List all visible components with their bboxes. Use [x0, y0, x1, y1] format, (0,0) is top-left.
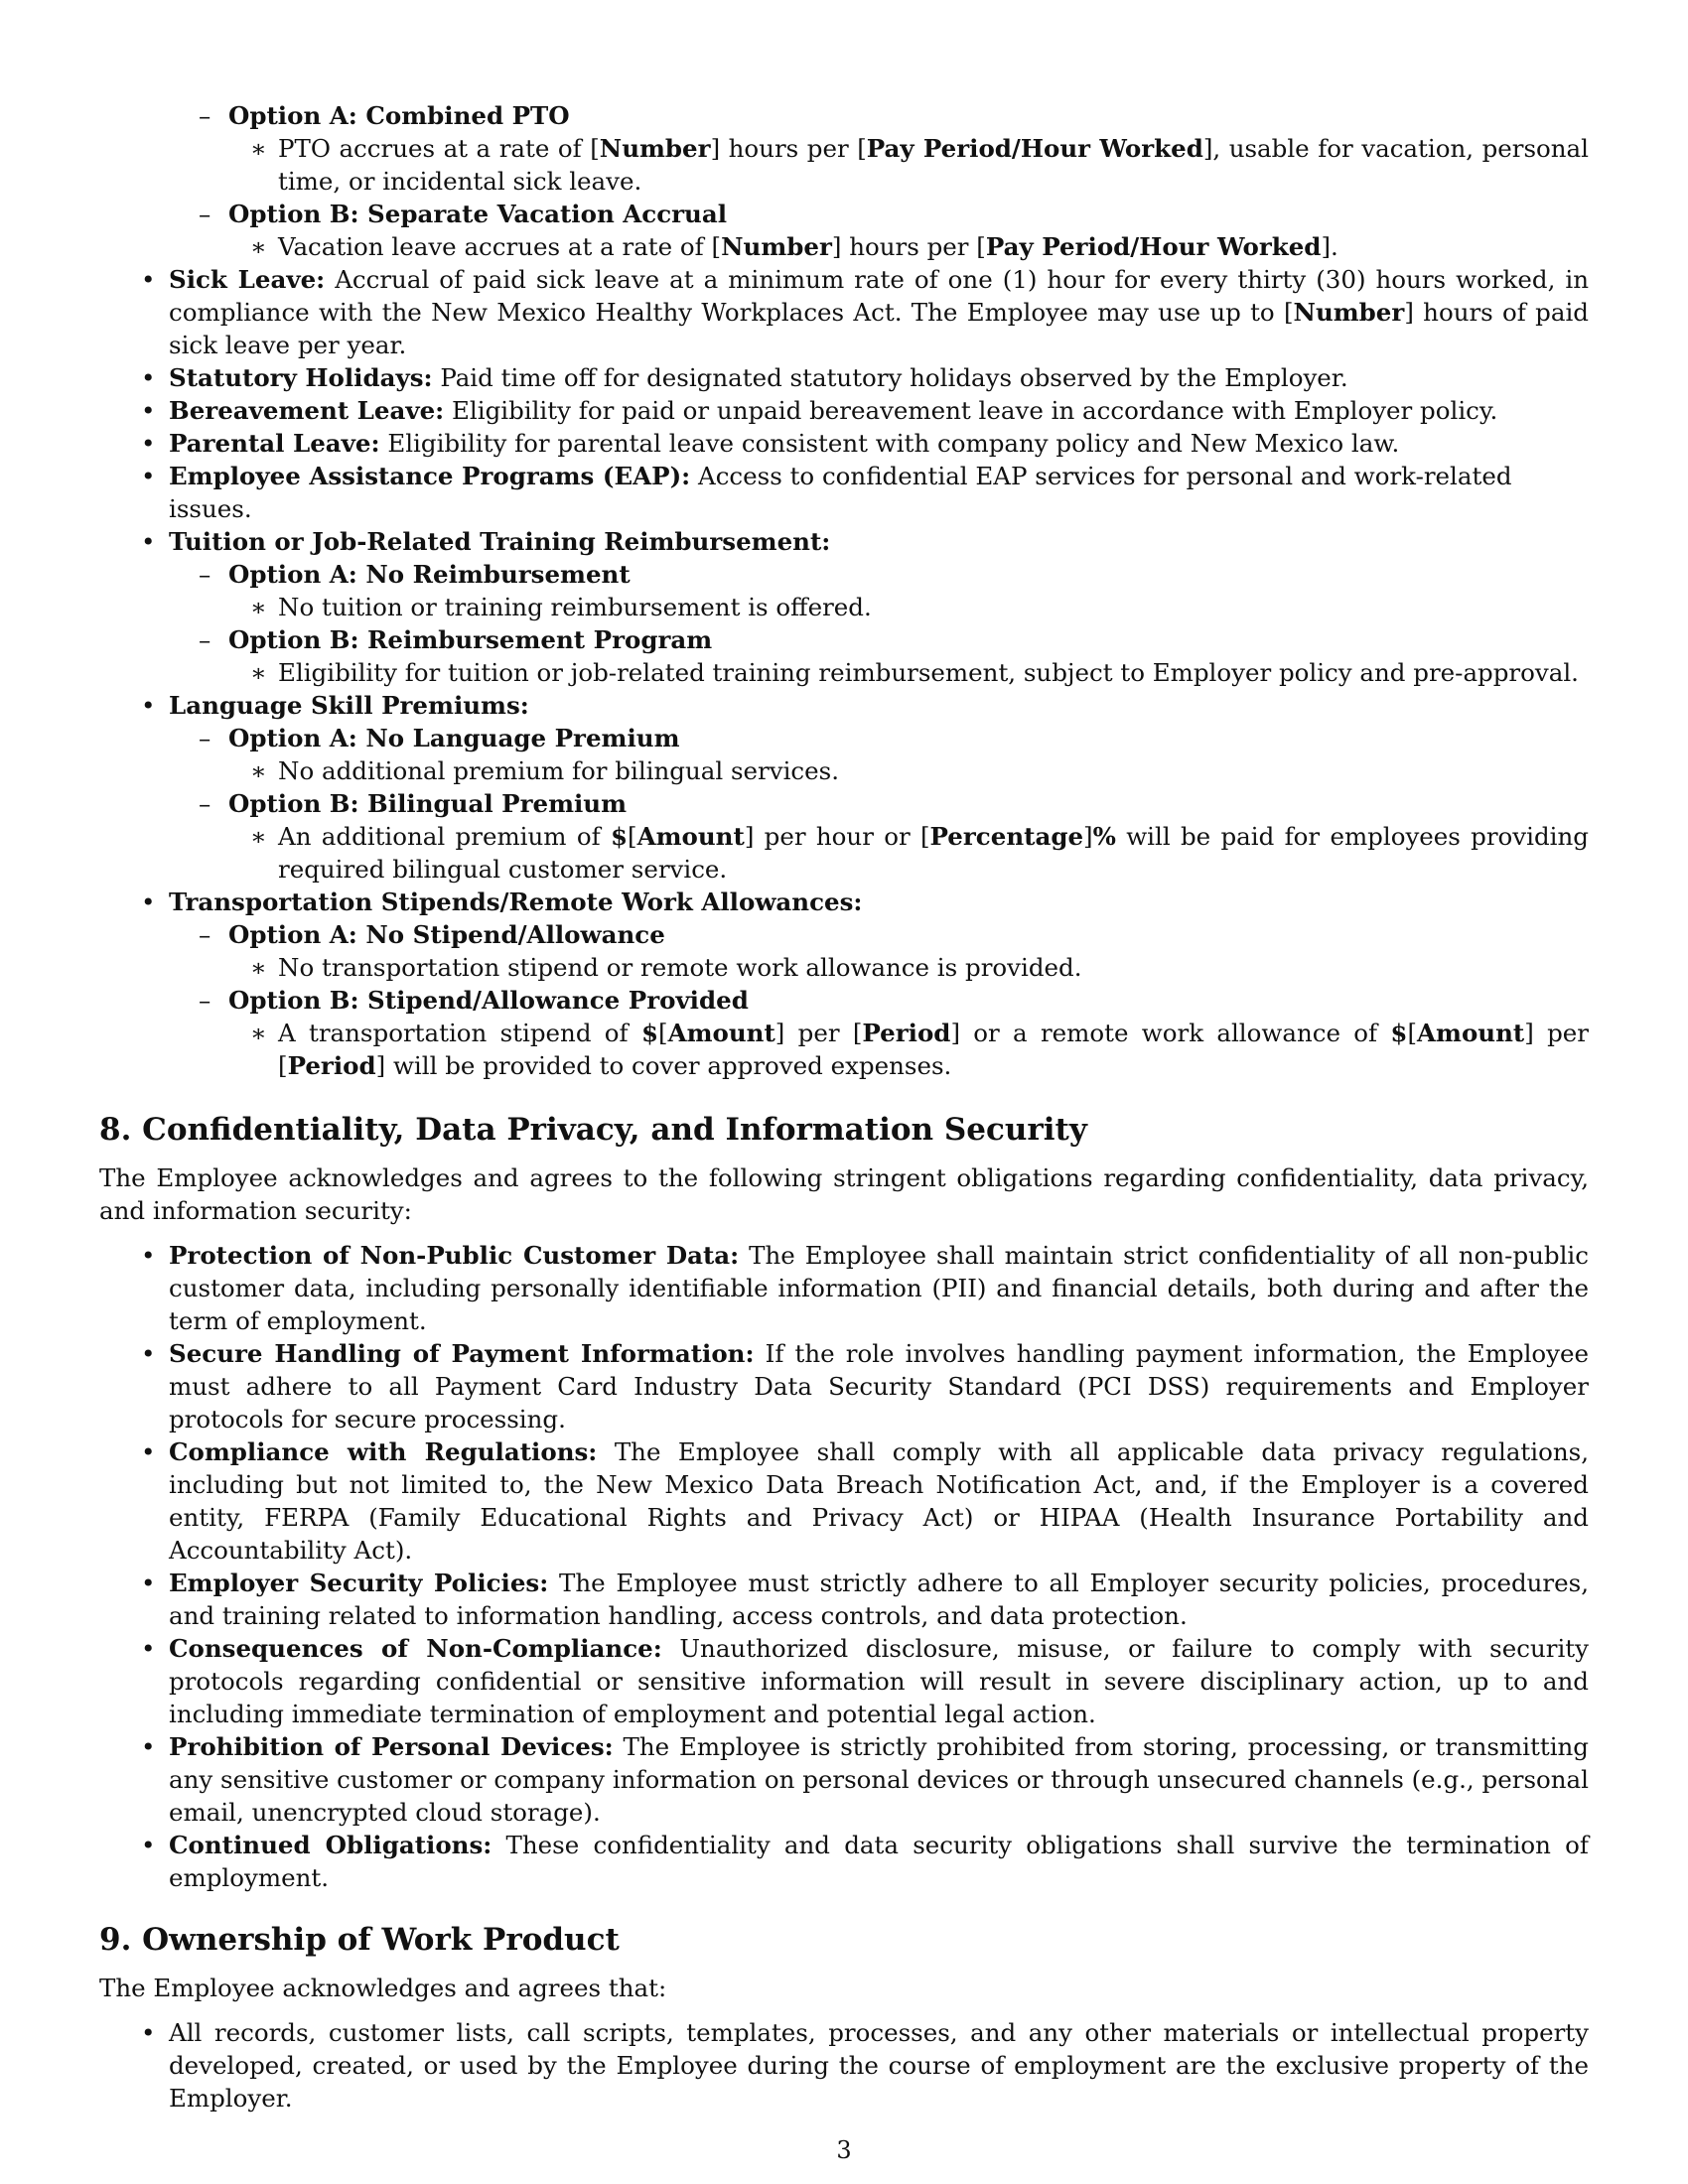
pto-option-b: – Option B: Separate Vacation Accrual — [99, 198, 1589, 230]
benefits-list — [99, 99, 1589, 1082]
pto-option-a-detail: ∗ PTO accrues at a rate of [Number] hours per [Pay Period/Hour Worked], usable for vacation, personal time, or incidental sick leave. — [99, 132, 1589, 198]
section-9-heading: 9. Ownership of Work Product — [99, 1922, 620, 1958]
tuition-option-a-detail: ∗ No tuition or training reimbursement is offered. — [99, 591, 1589, 623]
list-item: • Consequences of Non-Compliance: Unauthorized disclosure, misuse, or failure to comply with security protocols regarding confidential or sensitive information will result in severe disciplinary action, up to and including immediate termination of employment and potential legal action. — [99, 1632, 1589, 1730]
list-item: • Secure Handling of Payment Information: If the role involves handling payment information, the Employee must adhere to all Payment Card Industry Data Security Standard (PCI DSS) requirements and Employer protocols for secure processing. — [99, 1337, 1589, 1435]
transport-item: • Transportation Stipends/Remote Work Allowances: — [99, 886, 1589, 918]
list-item: • Continued Obligations: These confidentiality and data security obligations shall survive the termination of employment. — [99, 1829, 1589, 1894]
language-option-b: – Option B: Bilingual Premium — [99, 787, 1589, 820]
bereavement-leave-item: • Bereavement Leave: Eligibility for paid or unpaid bereavement leave in accordance with Employer policy. — [99, 394, 1589, 427]
section-8-heading: 8. Confidentiality, Data Privacy, and Information Security — [99, 1112, 1087, 1148]
sick-leave-item: • Sick Leave: Accrual of paid sick leave at a minimum rate of one (1) hour for every thirty (30) hours worked, in compliance with the New Mexico Healthy Workplaces Act. The Employee may use up to [Number] hours of paid sick leave per year. — [99, 263, 1589, 361]
list-item: • Compliance with Regulations: The Employee shall comply with all applicable data privacy regulations, including but not limited to, the New Mexico Data Breach Notification Act, and, if the Employer is a covered entity, FERPA (Family Educational Rights and Privacy Act) or HIPAA (Health Insurance Portability and Accountability Act). — [99, 1435, 1589, 1567]
tuition-option-b: – Option B: Reimbursement Program — [99, 623, 1589, 656]
parental-leave-item: • Parental Leave: Eligibility for parental leave consistent with company policy and New Mexico law. — [99, 427, 1589, 460]
page-number: 3 — [836, 2136, 852, 2164]
eap-item: • Employee Assistance Programs (EAP): Access to confidential EAP services for personal and work-related issues. — [99, 460, 1589, 525]
section-8-intro: The Employee acknowledges and agrees to the following stringent obligations regarding confidentiality, data privacy, and information security: — [99, 1163, 1589, 1225]
list-item: • Employer Security Policies: The Employee must strictly adhere to all Employer security policies, procedures, and training related to information handling, access controls, and data protection. — [99, 1567, 1589, 1632]
pto-option-b-detail: ∗ Vacation leave accrues at a rate of [Number] hours per [Pay Period/Hour Worked]. — [99, 230, 1589, 263]
tuition-option-a: – Option A: No Reimbursement — [99, 558, 1589, 591]
language-option-a: – Option A: No Language Premium — [99, 722, 1589, 754]
list-item: • Protection of Non-Public Customer Data: The Employee shall maintain strict confidentiality of all non-public customer data, including personally identifiable information (PII) and financial details, both during and after the term of employment. — [99, 1239, 1589, 1337]
tuition-item: • Tuition or Job-Related Training Reimbursement: — [99, 525, 1589, 558]
list-item: • Prohibition of Personal Devices: The Employee is strictly prohibited from storing, processing, or transmitting any sensitive customer or company information on personal devices or through unsecured channels (e.g., personal email, unencrypted cloud storage). — [99, 1730, 1589, 1829]
statutory-holidays-item: • Statutory Holidays: Paid time off for designated statutory holidays observed by the Employer. — [99, 361, 1589, 394]
section-8-list — [99, 1239, 1589, 1894]
transport-option-a-detail: ∗ No transportation stipend or remote work allowance is provided. — [99, 951, 1589, 984]
pto-option-a: – Option A: Combined PTO — [99, 99, 1589, 132]
language-option-b-detail: ∗ An additional premium of $[Amount] per hour or [Percentage]% will be paid for employees providing required bilingual customer service. — [99, 820, 1589, 886]
language-item: • Language Skill Premiums: — [99, 689, 1589, 722]
section-9-intro: The Employee acknowledges and agrees that: — [99, 1974, 667, 2002]
document-page — [99, 99, 1589, 2115]
language-option-a-detail: ∗ No additional premium for bilingual services. — [99, 754, 1589, 787]
transport-option-b-detail: ∗ A transportation stipend of $[Amount] per [Period] or a remote work allowance of $[Amount] per [Period] will be provided to cover approved expenses. — [99, 1017, 1589, 1082]
section-9-list — [99, 2016, 1589, 2115]
transport-option-b: – Option B: Stipend/Allowance Provided — [99, 984, 1589, 1017]
transport-option-a: – Option A: No Stipend/Allowance — [99, 918, 1589, 951]
list-item: • All records, customer lists, call scripts, templates, processes, and any other materials or intellectual property developed, created, or used by the Employee during the course of employment are the exclusive property of the Employer. — [99, 2016, 1589, 2115]
tuition-option-b-detail: ∗ Eligibility for tuition or job-related training reimbursement, subject to Employer policy and pre-approval. — [99, 656, 1589, 689]
